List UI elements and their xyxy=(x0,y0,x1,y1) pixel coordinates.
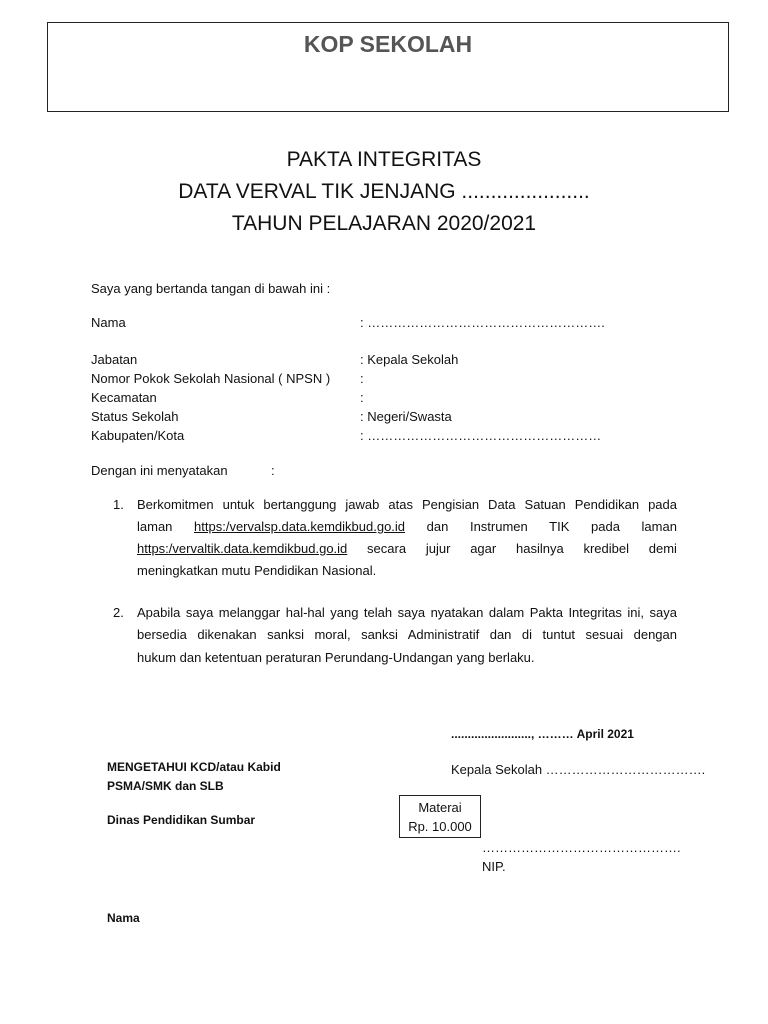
signature-dots: ………………………………………. xyxy=(482,840,681,855)
field-label-kecamatan: Kecamatan xyxy=(91,390,157,405)
field-label-nama: Nama xyxy=(91,315,126,330)
item-2-line: hukum dan ketentuan peraturan Perundang-Undangan yang berlaku. xyxy=(137,650,535,665)
item-number: 1. xyxy=(113,497,124,512)
field-value-nama: : ………………………………………………. xyxy=(360,315,605,330)
declare-colon: : xyxy=(271,463,275,478)
field-value-npsn: : xyxy=(360,371,364,386)
doc-title: PAKTA INTEGRITAS xyxy=(286,148,482,171)
nip-label: NIP. xyxy=(482,859,506,874)
field-value-jabatan: : Kepala Sekolah xyxy=(360,352,459,367)
item-2-line: bersedia dikenakan sanksi moral, sanksi Administratif dan di tuntut sesuai dengan xyxy=(137,627,677,642)
field-label-kabupaten: Kabupaten/Kota xyxy=(91,428,185,443)
item-1-line: Berkomitmen untuk bertanggung jawab atas Pengisian Data Satuan Pendidikan pada xyxy=(137,497,677,512)
letterhead-box xyxy=(47,22,729,112)
vervaltik-link[interactable]: https:/vervaltik.data.kemdikbud.go.id xyxy=(137,541,348,556)
item-number: 2. xyxy=(113,605,124,620)
doc-year: TAHUN PELAJARAN 2020/2021 xyxy=(231,212,537,235)
item-2-line: Apabila saya melanggar hal-hal yang telah saya nyatakan dalam Pakta Integritas ini, saya xyxy=(137,605,677,620)
stamp-duty-box xyxy=(399,795,481,838)
left-sign-line: Dinas Pendidikan Sumbar xyxy=(107,813,256,827)
declare-label: Dengan ini menyatakan xyxy=(91,463,228,478)
item-1-line: laman https:/vervalsp.data.kemdikbud.go.id dan Instrumen TIK pada laman xyxy=(137,519,677,534)
date-line: ........................, ……… April 2021 xyxy=(451,727,634,741)
principal-title: Kepala Sekolah ………………………………. xyxy=(451,762,706,777)
intro-text: Saya yang bertanda tangan di bawah ini : xyxy=(91,281,331,296)
item-1-line: meningkatkan mutu Pendidikan Nasional. xyxy=(137,563,377,578)
field-label-npsn: Nomor Pokok Sekolah Nasional ( NPSN ) xyxy=(91,371,331,386)
field-label-jabatan: Jabatan xyxy=(91,352,138,367)
item-1-line: https:/vervaltik.data.kemdikbud.go.id secara jujur agar hasilnya kredibel demi xyxy=(137,541,677,556)
left-sign-line: PSMA/SMK dan SLB xyxy=(107,779,224,793)
letterhead-label: KOP SEKOLAH xyxy=(303,31,473,57)
field-value-kecamatan: : xyxy=(360,390,364,405)
materai-label: Materai xyxy=(418,800,462,815)
materai-amount: Rp. 10.000 xyxy=(408,819,472,834)
vervalsp-link[interactable]: https:/vervalsp.data.kemdikbud.go.id xyxy=(194,519,406,534)
doc-subtitle: DATA VERVAL TIK JENJANG ...................... xyxy=(178,180,590,203)
field-value-status: : Negeri/Swasta xyxy=(360,409,452,424)
field-value-kabupaten: : ……………………………………………… xyxy=(360,428,602,443)
left-sign-name: Nama xyxy=(107,911,140,925)
field-label-status: Status Sekolah xyxy=(91,409,179,424)
left-sign-line: MENGETAHUI KCD/atau Kabid xyxy=(107,760,281,774)
